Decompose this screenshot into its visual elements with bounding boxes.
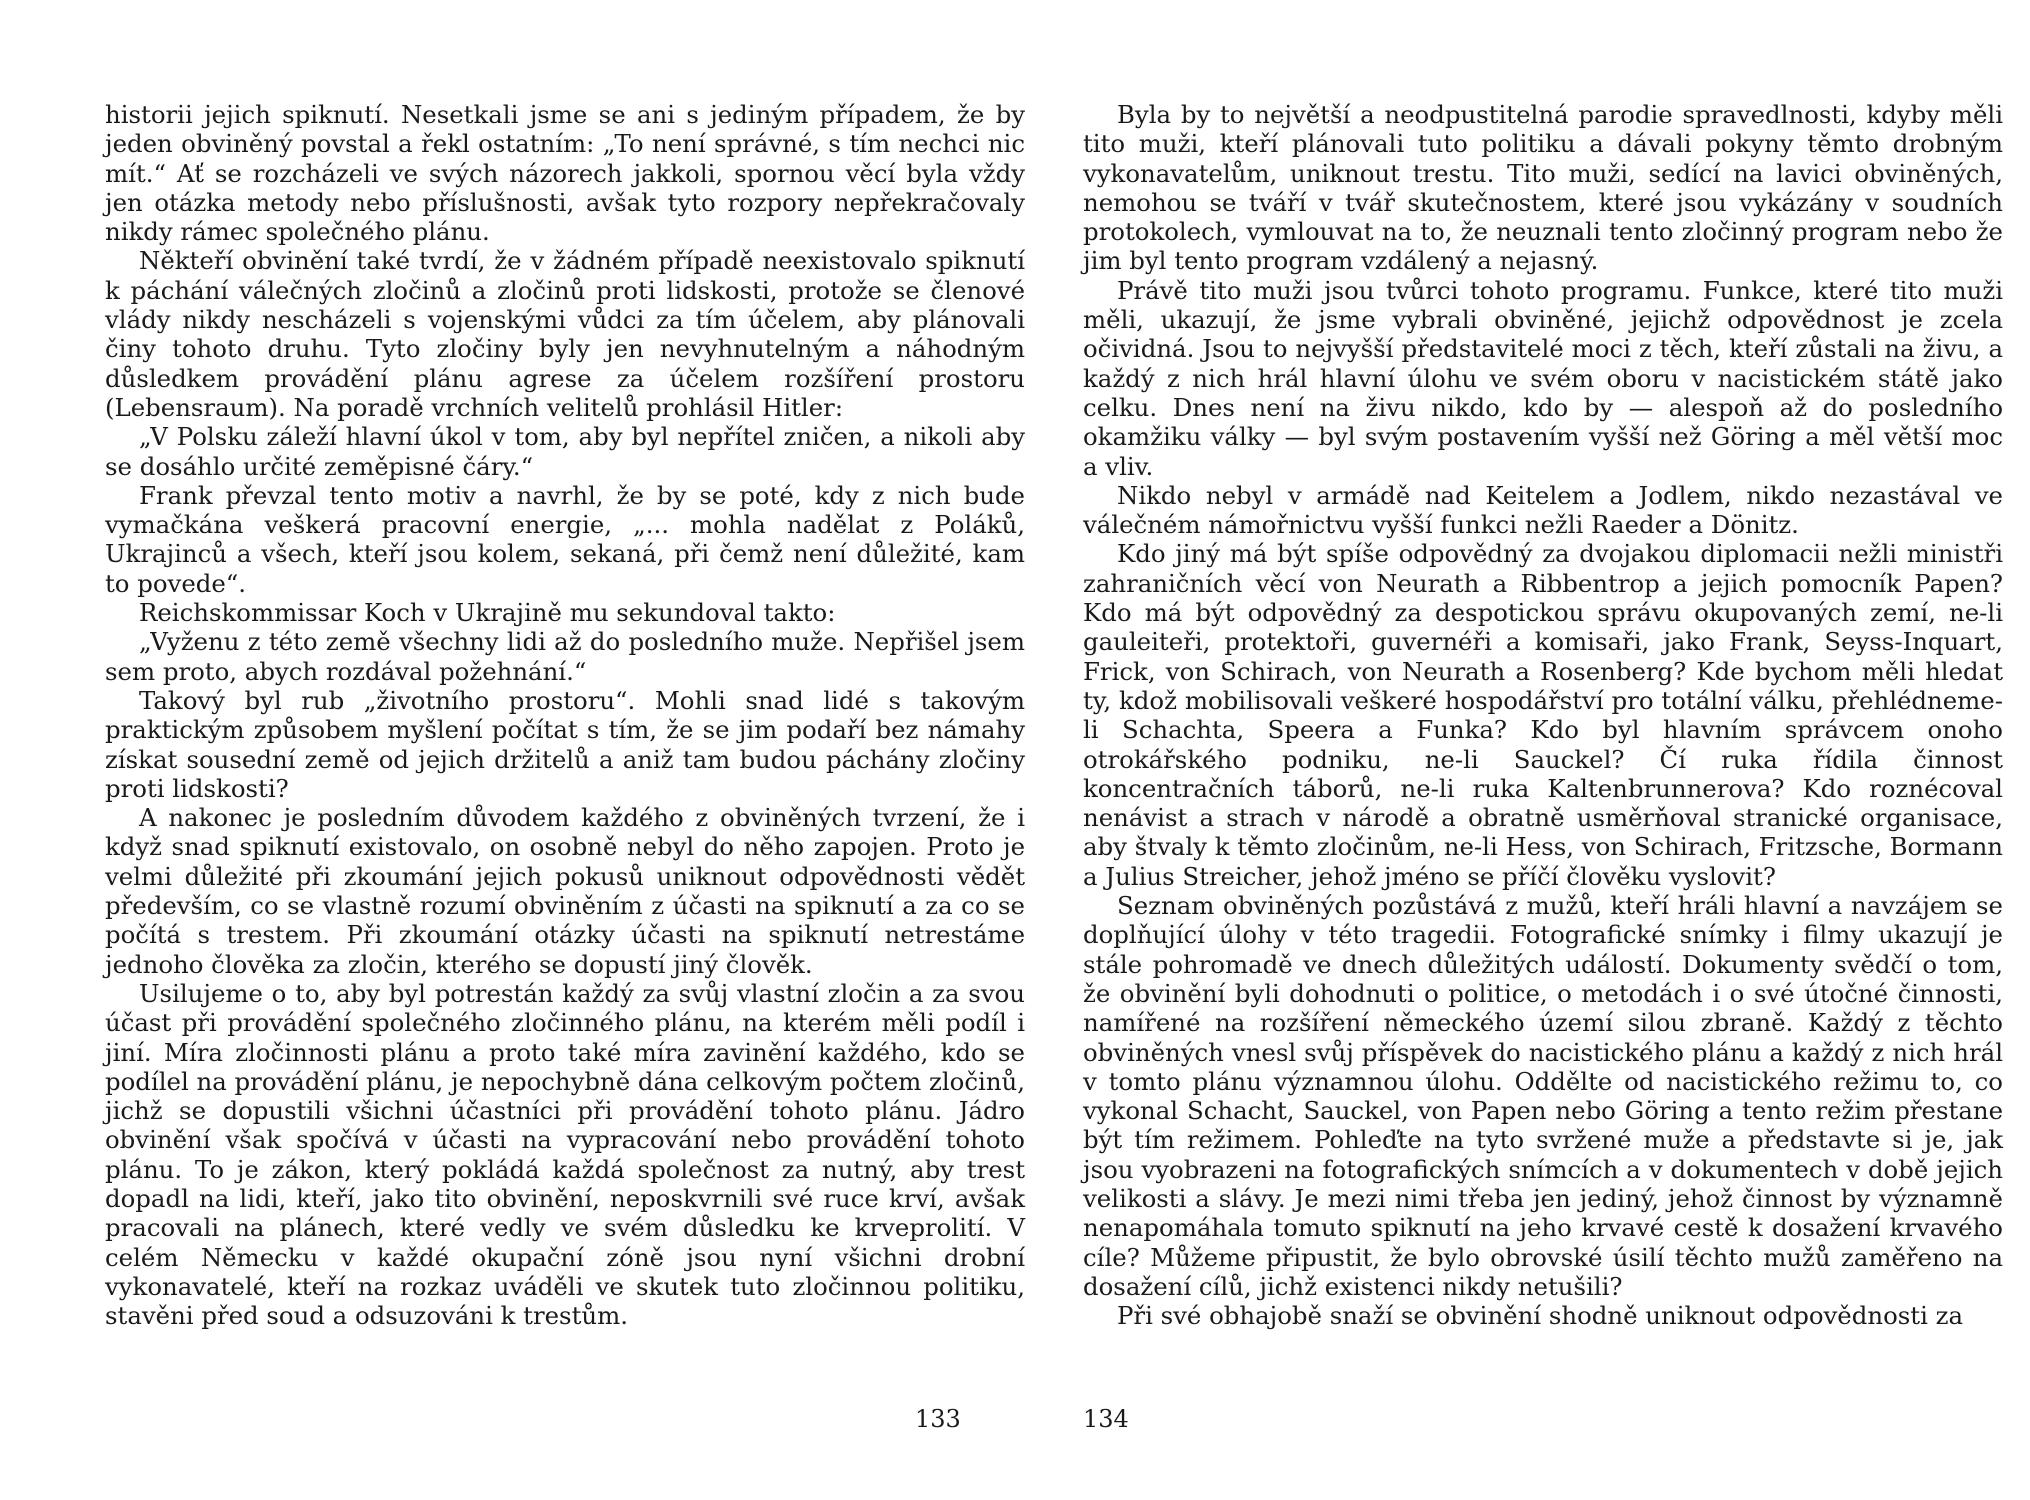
paragraph: Usilujeme o to, aby byl potrestán každý za svůj vlastní zločin a za svou účast při provádění společného zločinného plánu, na kterém měli podíl i jiní. Míra zločinnosti plánu a proto také míra zavinění každého, kdo se podílel na provádění plánu, je nepochybně dána celkovým počtem zločinů, jichž se dopustili všichni účastníci při provádění tohoto plánu. Jádro obvinění však spočívá v účasti na vypracování nebo provádění tohoto plánu. To je zákon, který pokládá každá společnost za nutný, aby trest dopadl na lidi, kteří, jako tito obvinění, neposkvrnili své ruce krví, avšak pracovali na plánech, které vedly ve svém důsledku ke krveprolití. V celém Německu v každé okupační zóně jsou nyní všichni drobní vykonavatelé, kteří na rozkaz uváděli ve skutek tuto zločinnou politiku, stavěni před soud a odsuzováni k trestům. bbox=[105, 978, 1025, 1331]
paragraph: Takový byl rub „životního prostoru“. Mohli snad lidé s takovým praktickým způsobem myšlení počítat s tím, že se jim podaří bez námahy získat sousední země od jejich držitelů a aniž tam budou páchány zločiny proti lidskosti? bbox=[105, 685, 1025, 803]
right-page bbox=[1083, 100, 2003, 1330]
quote-paragraph: „Vyženu z této země všechny lidi až do posledního muže. Nepřišel jsem sem proto, abych rozdával požehnání.“ bbox=[105, 627, 1025, 686]
paragraph: Seznam obviněných pozůstává z mužů, kteří hráli hlavní a navzájem se doplňující úlohy v této tragedii. Fotografické snímky i filmy ukazují je stále pohromadě ve dnech důležitých událostí. Dokumenty svědčí o tom, že obvinění byli dohodnuti o politice, o metodách i o své útočné činnosti, namířené na rozšíření německého území silou zbraně. Každý z těchto obviněných vnesl svůj příspěvek do nacistického plánu a každý z nich hrál v tomto plánu významnou úlohu. Oddělte od nacistického režimu to, co vykonal Schacht, Sauckel, von Papen nebo Göring a tento režim přestane být tím režimem. Pohleďte na tyto svržené muže a představte si je, jak jsou vyobrazeni na fotografických snímcích a v dokumentech v době jejich velikosti a slávy. Je mezi nimi třeba jen jediný, jehož činnost by významně nenapomáhala tomuto spiknutí na jeho krvavé cestě k dosažení krvavého cíle? Můžeme připustit, že bylo obrovské úsilí těchto mužů zaměřeno na dosažení cílů, jichž existenci nikdy netušili? bbox=[1083, 891, 2003, 1301]
paragraph: A nakonec je posledním důvodem každého z obviněných tvrzení, že i když snad spiknutí existovalo, on osobně nebyl do něho zapojen. Proto je velmi důležité při zkoumání jejich pokusů uniknout odpovědnosti vědět především, co se vlastně rozumí obviněním z účasti na spiknutí a za co se počítá s trestem. Při zkoumání otázky účasti na spiknutí netrestáme jednoho člověka za zločin, kterého se dopustí jiný člověk. bbox=[105, 803, 1025, 979]
paragraph: Kdo jiný má být spíše odpovědný za dvojakou diplomacii nežli ministři zahraničních věcí von Neurath a Ribbentrop a jejich pomocník Papen? Kdo má být odpovědný za despotickou správu okupovaných zemí, ne-li gauleiteři, protektoři, guvernéři a komisaři, jako Frank, Seyss-Inquart, Frick, von Schirach, von Neurath a Rosenberg? Kde bychom měli hledat ty, kdož mobilisovali veškeré hospodářství pro totální válku, přehlédneme-li Schachta, Speera a Funka? Kdo byl hlavním správcem onoho otrokářského podniku, ne-li Sauckel? Čí ruka řídila činnost koncentračních táborů, ne-li ruka Kaltenbrunnerova? Kdo roznécoval nenávist a strach v národě a obratně usměrňoval stranické organisace, aby štvaly k těmto zločinům, ne-li Hess, von Schirach, Fritzsche, Bormann a Julius Streicher, jehož jméno se příčí člověku vyslovit? bbox=[1083, 539, 2003, 891]
paragraph: Byla by to největší a neodpustitelná parodie spravedlnosti, kdyby měli tito muži, kteří plánovali tuto politiku a dávali pokyny těmto drobným vykonavatelům, uniknout trestu. Tito muži, sedící na lavici obviněných, nemohou se tváří v tvář skutečnostem, které jsou vykázány v soudních protokolech, vymlouvat na to, že neuznali tento zločinný program nebo že jim byl tento program vzdálený a nejasný. bbox=[1083, 100, 2003, 276]
paragraph: Při své obhajobě snaží se obvinění shodně uniknout odpovědnosti za bbox=[1117, 1301, 1964, 1331]
page-number-left: 133 bbox=[915, 1405, 961, 1433]
paragraph: Reichskommissar Koch v Ukrajině mu sekundoval takto: bbox=[139, 598, 836, 628]
paragraph: Někteří obvinění také tvrdí, že v žádném případě neexistovalo spiknutí k páchání válečných zločinů a zločinů proti lidskosti, protože se členové vlády nikdy nescházeli s vojenskými vůdci za tím účelem, aby plánovali činy tohoto druhu. Tyto zločiny byly jen nevyhnutelným a náhodným důsledkem provádění plánu agrese za účelem rozšíření prostoru (Lebensraum). Na poradě vrchních velitelů prohlásil Hitler: bbox=[105, 246, 1025, 422]
paragraph: Právě tito muži jsou tvůrci tohoto programu. Funkce, které tito muži měli, ukazují, že jsme vybrali obviněné, jejichž odpovědnost je zcela očividná. Jsou to nejvyšší představitelé moci z těch, kteří zůstali na živu, a každý z nich hrál hlavní úlohu ve svém oboru v nacistickém státě jako celku. Dnes není na živu nikdo, kdo by — alespoň až do posledního okamžiku války — byl svým postavením vyšší než Göring a měl větší moc a vliv. bbox=[1083, 275, 2003, 481]
left-page bbox=[105, 100, 1025, 1330]
quote-paragraph: „V Polsku záleží hlavní úkol v tom, aby byl nepřítel zničen, a nikoli aby se dosáhlo určité zeměpisné čáry.“ bbox=[105, 422, 1025, 481]
page-number-right: 134 bbox=[1083, 1405, 1129, 1433]
paragraph: historii jejich spiknutí. Nesetkali jsme se ani s jediným případem, že by jeden obviněný povstal a řekl ostatním: „To není správné, s tím nechci nic mít.“ Ať se rozcházeli ve svých názorech jakkoli, spornou věcí byla vždy jen otázka metody nebo příslušnosti, avšak tyto rozpory nepřekračovaly nikdy rámec společného plánu. bbox=[105, 100, 1025, 247]
paragraph: Frank převzal tento motiv a navrhl, že by se poté, kdy z nich bude vymačkána veškerá pracovní energie, „... mohla nadělat z Poláků, Ukrajinců a všech, kteří jsou kolem, sekaná, při čemž není důležité, kam to povede“. bbox=[105, 480, 1025, 598]
paragraph: Nikdo nebyl v armádě nad Keitelem a Jodlem, nikdo nezastával ve válečném námořnictvu vyšší funkci nežli Raeder a Dönitz. bbox=[1083, 480, 2003, 540]
